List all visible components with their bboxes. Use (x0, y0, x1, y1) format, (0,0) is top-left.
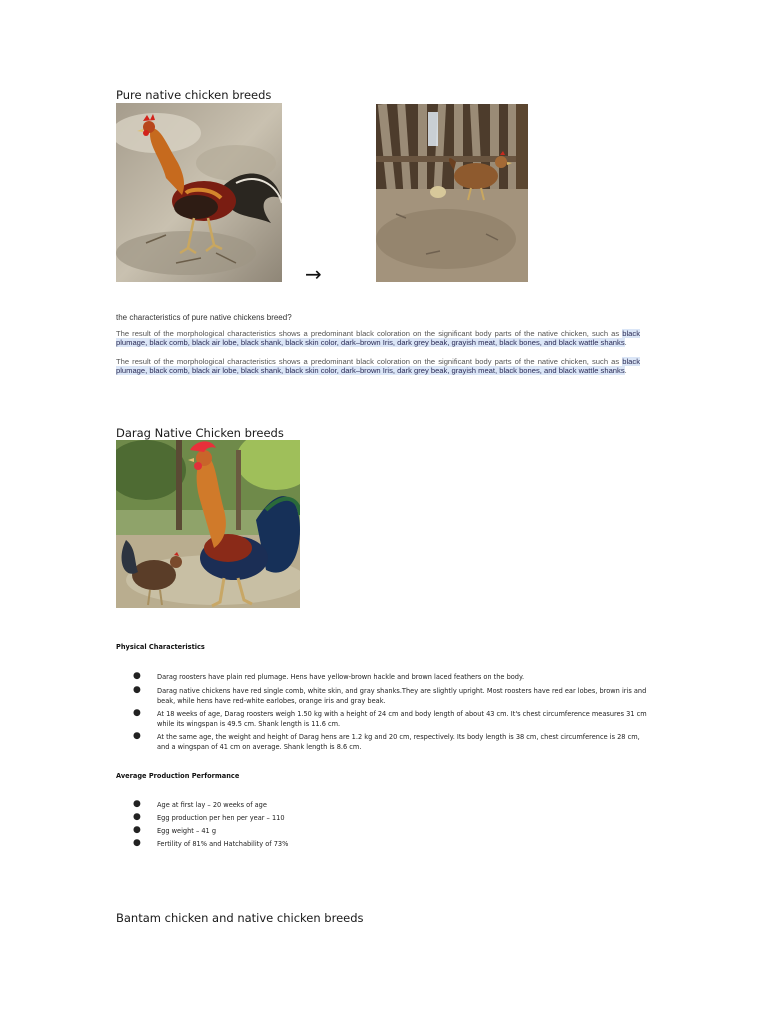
bullet-icon: ● (133, 731, 141, 741)
list-item (116, 813, 649, 823)
section-title-bantam: Bantam chicken and native chicken breeds (116, 911, 364, 925)
bullet-icon: ● (133, 812, 141, 822)
list-item (116, 800, 649, 810)
list-item-text: Darag roosters have plain red plumage. Hens have yellow-brown hackle and brown laced feathers on the body. (157, 673, 525, 681)
list-item (116, 686, 649, 706)
physical-characteristics-heading: Physical Characteristics (116, 643, 205, 651)
bullet-icon: ● (133, 685, 141, 695)
list-item-text: Egg weight – 41 g (157, 827, 217, 835)
list-item-text: Egg production per hen per year – 110 (157, 814, 285, 822)
question-text: the characteristics of pure native chickens breed? (116, 313, 292, 322)
list-item (116, 826, 649, 836)
characteristics-paragraph-1 (116, 329, 640, 347)
paragraph-tail: . (624, 338, 627, 347)
bullet-icon: ● (133, 671, 141, 681)
list-item-text: At the same age, the weight and height of Darag hens are 1.2 kg and 20 cm, respectively. Its body length is 38 cm, chest circumference is 28 cm, and a wingspan of 41 cm on average. Shank length is 8.6 cm. (157, 733, 640, 751)
list-item (116, 672, 649, 682)
rooster-photo (116, 103, 282, 282)
list-item-text: Fertility of 81% and Hatchability of 73% (157, 840, 289, 848)
arrow-right-icon: → (305, 262, 322, 286)
highlighted-traits: black plumage, black comb, black air lobe, black shank, black skin color, dark–brown Iris, dark grey beak, grayish meat, black bones, and black wattle shanks (116, 329, 640, 347)
bullet-icon: ● (133, 708, 141, 718)
paragraph-lead: The result of the morphological characteristics shows a predominant black coloration on the significant body parts of the native chicken, such as (116, 329, 623, 338)
production-performance-list (116, 800, 649, 849)
production-performance-heading: Average Production Performance (116, 772, 240, 780)
highlighted-traits: black plumage, black comb, black air lobe, black shank, black skin color, dark–brown Iris, dark grey beak, grayish meat, black bones, and black wattle shanks (116, 357, 640, 375)
bullet-icon: ● (133, 825, 141, 835)
bullet-icon: ● (133, 799, 141, 809)
list-item-text: Darag native chickens have red single comb, white skin, and gray shanks.They are slightly upright. Most roosters have red ear lobes, brown iris and beak, while hens have red-white earlobes, orange iris and gray beak. (157, 687, 647, 705)
list-item-text: Age at first lay – 20 weeks of age (157, 801, 267, 809)
list-item (116, 709, 649, 729)
characteristics-paragraph-2 (116, 357, 640, 375)
paragraph-lead: The result of the morphological characteristics shows a predominant black coloration on the significant body parts of the native chicken, such as (116, 357, 623, 366)
darag-chickens-photo (116, 440, 300, 608)
bullet-icon: ● (133, 838, 141, 848)
section-title-darag: Darag Native Chicken breeds (116, 426, 284, 440)
hen-in-coop-photo (376, 104, 528, 282)
section-title-pure-native: Pure native chicken breeds (116, 88, 272, 102)
paragraph-tail: . (624, 366, 627, 375)
list-item-text: At 18 weeks of age, Darag roosters weigh 1.50 kg with a height of 24 cm and body length of about 43 cm. It's chest circumference measures 31 cm while its wingspan is 49.5 cm. Shank length is 11.6 cm. (157, 710, 647, 728)
list-item (116, 839, 649, 849)
physical-characteristics-list (116, 672, 649, 752)
list-item (116, 732, 649, 752)
